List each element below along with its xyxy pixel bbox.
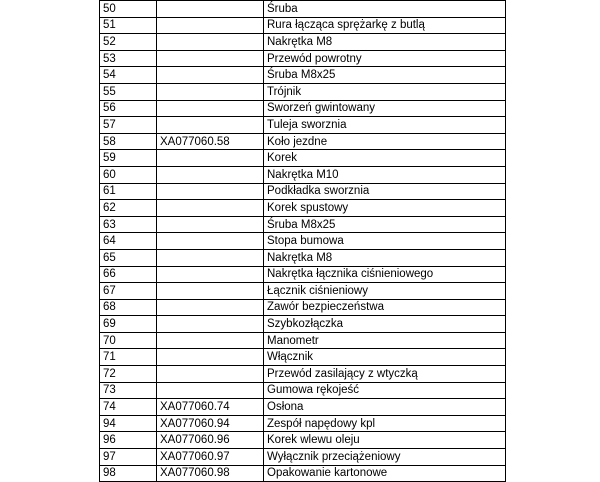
catalog-code-cell — [157, 150, 264, 167]
part-name-cell: Gumowa rękojeść — [264, 382, 506, 399]
part-number-cell: 63 — [100, 216, 157, 233]
part-number-cell: 67 — [100, 283, 157, 300]
part-name-cell: Osłona — [264, 399, 506, 416]
table-row — [100, 283, 506, 300]
part-name-cell: Śruba M8x25 — [264, 67, 506, 84]
table-row — [100, 382, 506, 399]
table-row — [100, 133, 506, 150]
table-row — [100, 465, 506, 482]
table-row — [100, 316, 506, 333]
part-name-cell: Korek — [264, 150, 506, 167]
part-number-cell: 50 — [100, 1, 157, 18]
part-number-cell: 57 — [100, 117, 157, 134]
catalog-code-cell: XA077060.96 — [157, 432, 264, 449]
part-number-cell: 68 — [100, 299, 157, 316]
part-name-cell: Manometr — [264, 332, 506, 349]
part-name-cell: Tuleja sworznia — [264, 117, 506, 134]
part-number-cell: 74 — [100, 399, 157, 416]
table-row — [100, 233, 506, 250]
catalog-code-cell — [157, 233, 264, 250]
part-number-cell: 60 — [100, 166, 157, 183]
table-row — [100, 166, 506, 183]
table-row — [100, 1, 506, 18]
catalog-code-cell — [157, 382, 264, 399]
catalog-code-cell — [157, 1, 264, 18]
part-name-cell: Przewód zasilający z wtyczką — [264, 366, 506, 383]
part-name-cell: Nakrętka M8 — [264, 249, 506, 266]
part-name-cell: Przewód powrotny — [264, 50, 506, 67]
table-row — [100, 150, 506, 167]
table-row — [100, 415, 506, 432]
table-row — [100, 67, 506, 84]
part-name-cell: Wyłącznik przeciążeniowy — [264, 449, 506, 466]
part-number-cell: 59 — [100, 150, 157, 167]
catalog-code-cell — [157, 249, 264, 266]
parts-table — [99, 0, 506, 482]
part-number-cell: 54 — [100, 67, 157, 84]
table-row — [100, 17, 506, 34]
part-name-cell: Rura łącząca sprężarkę z butlą — [264, 17, 506, 34]
part-name-cell: Włącznik — [264, 349, 506, 366]
part-number-cell: 55 — [100, 83, 157, 100]
part-number-cell: 97 — [100, 449, 157, 466]
table-row — [100, 399, 506, 416]
part-number-cell: 53 — [100, 50, 157, 67]
table-row — [100, 249, 506, 266]
part-number-cell: 51 — [100, 17, 157, 34]
table-row — [100, 432, 506, 449]
part-name-cell: Zespół napędowy kpl — [264, 415, 506, 432]
part-name-cell: Śruba — [264, 1, 506, 18]
part-number-cell: 56 — [100, 100, 157, 117]
part-number-cell: 65 — [100, 249, 157, 266]
catalog-code-cell — [157, 166, 264, 183]
part-name-cell: Trójnik — [264, 83, 506, 100]
catalog-code-cell — [157, 332, 264, 349]
part-name-cell: Podkładka sworznia — [264, 183, 506, 200]
part-number-cell: 96 — [100, 432, 157, 449]
part-name-cell: Sworzeń gwintowany — [264, 100, 506, 117]
part-number-cell: 98 — [100, 465, 157, 482]
table-row — [100, 216, 506, 233]
table-row — [100, 366, 506, 383]
part-number-cell: 70 — [100, 332, 157, 349]
catalog-code-cell: XA077060.97 — [157, 449, 264, 466]
catalog-code-cell: XA077060.98 — [157, 465, 264, 482]
table-row — [100, 83, 506, 100]
part-name-cell: Nakrętka łącznika ciśnieniowego — [264, 266, 506, 283]
table-row — [100, 183, 506, 200]
catalog-code-cell: XA077060.74 — [157, 399, 264, 416]
part-number-cell: 58 — [100, 133, 157, 150]
catalog-code-cell — [157, 366, 264, 383]
catalog-code-cell — [157, 316, 264, 333]
part-name-cell: Śruba M8x25 — [264, 216, 506, 233]
part-number-cell: 72 — [100, 366, 157, 383]
table-row — [100, 100, 506, 117]
part-name-cell: Nakrętka M10 — [264, 166, 506, 183]
part-number-cell: 69 — [100, 316, 157, 333]
part-number-cell: 73 — [100, 382, 157, 399]
catalog-code-cell — [157, 283, 264, 300]
part-number-cell: 64 — [100, 233, 157, 250]
part-name-cell: Koło jezdne — [264, 133, 506, 150]
table-row — [100, 349, 506, 366]
part-name-cell: Opakowanie kartonowe — [264, 465, 506, 482]
catalog-code-cell — [157, 266, 264, 283]
catalog-code-cell — [157, 299, 264, 316]
table-row — [100, 117, 506, 134]
parts-table-body — [100, 1, 506, 482]
table-row — [100, 34, 506, 51]
part-number-cell: 62 — [100, 200, 157, 217]
catalog-code-cell — [157, 117, 264, 134]
catalog-code-cell: XA077060.94 — [157, 415, 264, 432]
table-row — [100, 50, 506, 67]
part-number-cell: 61 — [100, 183, 157, 200]
catalog-code-cell — [157, 349, 264, 366]
catalog-code-cell — [157, 200, 264, 217]
part-name-cell: Szybkozłączka — [264, 316, 506, 333]
table-row — [100, 449, 506, 466]
catalog-code-cell — [157, 83, 264, 100]
catalog-code-cell — [157, 50, 264, 67]
table-row — [100, 332, 506, 349]
part-name-cell: Korek wlewu oleju — [264, 432, 506, 449]
catalog-code-cell — [157, 183, 264, 200]
part-name-cell: Stopa bumowa — [264, 233, 506, 250]
catalog-code-cell — [157, 17, 264, 34]
part-number-cell: 66 — [100, 266, 157, 283]
part-name-cell: Korek spustowy — [264, 200, 506, 217]
part-name-cell: Łącznik ciśnieniowy — [264, 283, 506, 300]
table-row — [100, 299, 506, 316]
table-row — [100, 200, 506, 217]
catalog-code-cell — [157, 100, 264, 117]
table-row — [100, 266, 506, 283]
part-name-cell: Zawór bezpieczeństwa — [264, 299, 506, 316]
catalog-code-cell: XA077060.58 — [157, 133, 264, 150]
part-number-cell: 52 — [100, 34, 157, 51]
catalog-code-cell — [157, 67, 264, 84]
part-number-cell: 94 — [100, 415, 157, 432]
part-number-cell: 71 — [100, 349, 157, 366]
part-name-cell: Nakrętka M8 — [264, 34, 506, 51]
catalog-code-cell — [157, 216, 264, 233]
catalog-code-cell — [157, 34, 264, 51]
